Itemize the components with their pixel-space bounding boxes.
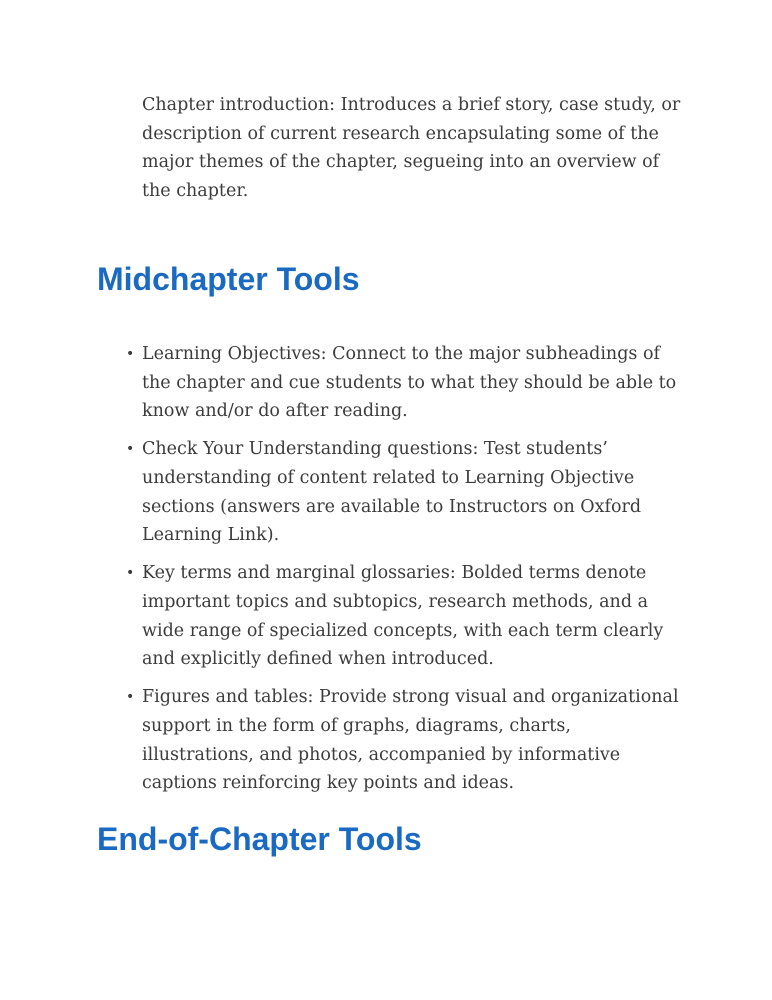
chapter-introduction-paragraph: Chapter introduction: Introduces a brief story, case study, or description of current research encapsulating some of the major themes of the chapter, segueing into an overview of the chapter. — [142, 95, 681, 201]
list-item — [126, 683, 687, 797]
list-item — [126, 559, 687, 673]
end-of-chapter-tools-heading: End-of-Chapter Tools — [97, 821, 422, 857]
list-item-text: Key terms and marginal glossaries: Bolded terms denote important topics and subtopics, research methods, and a wide range of specialized concepts, with each term clearly and explicitly defined when introduced. — [142, 563, 664, 670]
bullet-icon: • — [126, 565, 135, 582]
list-item — [126, 435, 687, 549]
list-item — [126, 340, 687, 426]
bullet-icon: • — [126, 346, 135, 362]
list-item-text: Check Your Understanding questions: Test students’ understanding of content related to Learning Objective sections (answers are available to Instructors on Oxford Learning Link). — [142, 439, 642, 546]
bullet-icon: • — [126, 441, 135, 458]
bullet-icon: • — [126, 689, 135, 706]
list-item-text: Learning Objectives: Connect to the major subheadings of the chapter and cue students to what they should be able to know and/or do after reading. — [142, 344, 677, 422]
midchapter-tools-list — [126, 340, 687, 807]
midchapter-tools-heading: Midchapter Tools — [97, 261, 360, 297]
list-item-text: Figures and tables: Provide strong visual and organizational support in the form of graphs, diagrams, charts, illustrations, and photos, accompanied by informative captions reinforcing key points and ideas. — [142, 687, 679, 794]
